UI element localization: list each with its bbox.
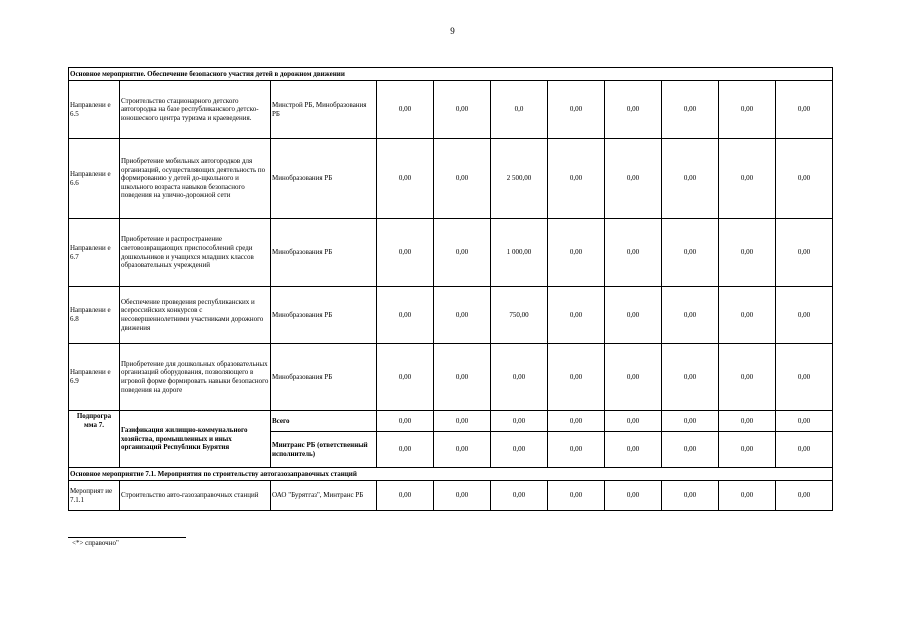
row-executor: Минобразования РБ [271,344,377,411]
row-name: Приобретение мобильных автогородков для организаций, осуществляющих деятельность по формированию у детей до-щкольного и школьного возраста навыков безопасного поведения на улично-дорожной сети [120,139,271,219]
value-cell: 0,00 [605,219,662,287]
value-cell: 0,00 [719,81,776,139]
value-cell: 0,00 [434,432,491,468]
value-cell: 0,00 [377,219,434,287]
row-name: Строительство стационарного детского автогородка на базе республиканского детско-юношеского центра туризма и краеведения. [120,81,271,139]
page-number: 9 [450,26,455,36]
value-cell: 0,00 [776,81,833,139]
value-cell: 0,00 [434,344,491,411]
value-cell: 0,00 [719,344,776,411]
value-cell: 0,00 [491,411,548,432]
value-cell: 0,00 [377,81,434,139]
value-cell: 0,00 [548,432,605,468]
row-name: Приобретение и распространение световозвращающих приспособлений среди дошкольников и учащихся младших классов образовательных учреждений [120,219,271,287]
row-code: Направлени е 6.5 [69,81,120,139]
row-executor: ОАО "Бурятгаз", Минтранс РБ [271,481,377,511]
value-cell: 0,00 [377,344,434,411]
table-row [69,287,833,344]
value-cell: 0,00 [662,287,719,344]
value-cell: 0,00 [377,287,434,344]
section-header-row [69,468,833,481]
value-cell: 0,00 [605,432,662,468]
value-cell: 0,00 [776,287,833,344]
value-cell: 0,00 [377,411,434,432]
value-cell: 0,00 [662,81,719,139]
footnote: <*> справочно" [72,539,119,547]
table-row [69,344,833,411]
row-code: Направлени е 6.7 [69,219,120,287]
value-cell: 0,00 [491,432,548,468]
value-cell: 0,00 [662,481,719,511]
row-executor: Минобразования РБ [271,139,377,219]
value-cell: 0,00 [719,411,776,432]
value-cell: 0,00 [548,481,605,511]
subprogram-code: Подпрогра мма 7. [69,411,120,468]
value-cell: 0,00 [776,481,833,511]
value-cell: 0,00 [548,219,605,287]
row-executor: Минтранс РБ (ответственный исполнитель) [271,432,377,468]
value-cell: 0,00 [548,411,605,432]
value-cell: 0,00 [719,219,776,287]
value-cell: 0,00 [434,219,491,287]
value-cell: 0,00 [605,481,662,511]
value-cell: 0,00 [434,81,491,139]
value-cell: 0,00 [719,139,776,219]
value-cell: 0,00 [662,344,719,411]
value-cell: 0,00 [776,411,833,432]
row-name: Строительство авто-газозаправочных станций [120,481,271,511]
section-header-row [69,68,833,81]
value-cell: 0,00 [548,344,605,411]
value-cell: 0,00 [776,139,833,219]
value-cell: 0,00 [662,139,719,219]
value-cell: 0,00 [776,344,833,411]
row-name: Обеспечение проведения республиканских и всероссийских конкурсов с несовершеннолетними участниками дорожного движения [120,287,271,344]
table-row [69,481,833,511]
value-cell: 0,00 [434,287,491,344]
value-cell: 0,00 [434,139,491,219]
value-cell: 2 500,00 [491,139,548,219]
value-cell: 0,00 [662,219,719,287]
value-cell: 0,00 [548,81,605,139]
value-cell: 0,00 [719,287,776,344]
row-code: Направлени е 6.9 [69,344,120,411]
program-table [68,67,833,511]
value-cell: 0,00 [491,481,548,511]
row-name: Приобретение для дошкольных образовательных организаций оборудования, позволяющего в игровой форме формировать навыки безопасного поведения на дороге [120,344,271,411]
section-title: Основное мероприятие 7.1. Мероприятия по строительству автогазозаправочных станций [69,468,833,481]
value-cell: 0,00 [662,411,719,432]
row-code: Мероприят ие 7.1.1 [69,481,120,511]
table-row [69,81,833,139]
table-row [69,139,833,219]
row-code: Направлени е 6.8 [69,287,120,344]
value-cell: 0,00 [605,411,662,432]
row-executor: Всего [271,411,377,432]
value-cell: 0,00 [377,432,434,468]
value-cell: 0,00 [548,139,605,219]
value-cell: 0,00 [377,481,434,511]
value-cell: 0,00 [719,481,776,511]
value-cell: 0,00 [776,219,833,287]
value-cell: 0,00 [605,139,662,219]
value-cell: 0,00 [434,411,491,432]
row-executor: Минстрой РБ, Минобразования РБ [271,81,377,139]
value-cell: 0,0 [491,81,548,139]
section-title: Основное мероприятие. Обеспечение безопасного участия детей в дорожном движении [69,68,833,81]
value-cell: 750,00 [491,287,548,344]
row-code: Направлени е 6.6 [69,139,120,219]
subprogram-name: Газификация жилищно-коммунального хозяйства, промышленных и иных организаций Республики Бурятия [120,411,271,468]
value-cell: 0,00 [548,287,605,344]
value-cell: 0,00 [719,432,776,468]
table-row [69,219,833,287]
value-cell: 0,00 [662,432,719,468]
value-cell: 0,00 [434,481,491,511]
value-cell: 0,00 [377,139,434,219]
footnote-divider [68,537,186,538]
value-cell: 0,00 [491,344,548,411]
row-executor: Минобразования РБ [271,219,377,287]
value-cell: 0,00 [605,287,662,344]
value-cell: 0,00 [776,432,833,468]
row-executor: Минобразования РБ [271,287,377,344]
value-cell: 0,00 [605,344,662,411]
subprogram-total-row [69,411,833,432]
value-cell: 0,00 [605,81,662,139]
value-cell: 1 000,00 [491,219,548,287]
